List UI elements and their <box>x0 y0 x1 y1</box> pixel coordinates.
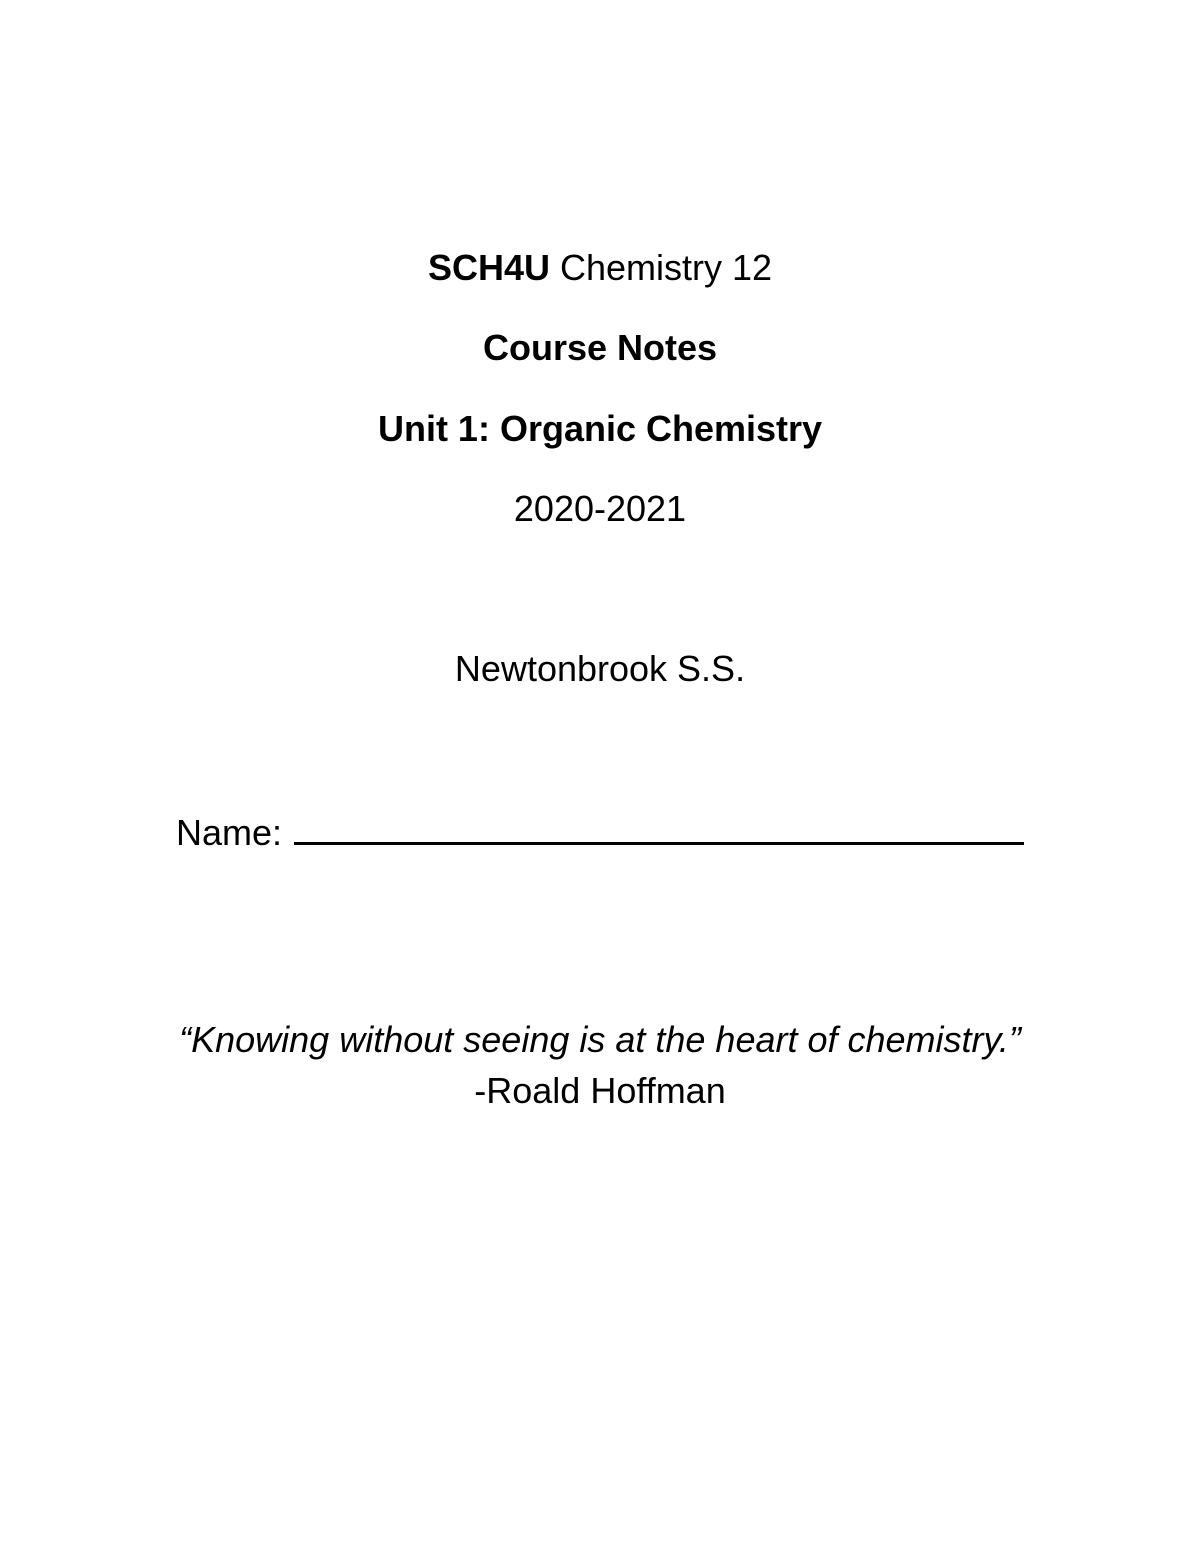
name-field <box>0 808 1200 855</box>
course-name: Chemistry 12 <box>549 247 773 288</box>
quote-text: “Knowing without seeing is at the heart of chemistry.” <box>179 1019 1021 1060</box>
name-blank-line <box>294 808 1024 845</box>
unit-title: Unit 1: Organic Chemistry <box>377 408 823 449</box>
quote-attribution: -Roald Hoffman <box>474 1070 726 1111</box>
notes-title: Course Notes <box>482 327 718 368</box>
name-label: Name: <box>175 812 283 853</box>
course-code: SCH4U <box>427 247 550 288</box>
school-name: Newtonbrook S.S. <box>454 648 746 689</box>
school-year: 2020-2021 <box>513 488 687 529</box>
course-title <box>0 246 1200 290</box>
